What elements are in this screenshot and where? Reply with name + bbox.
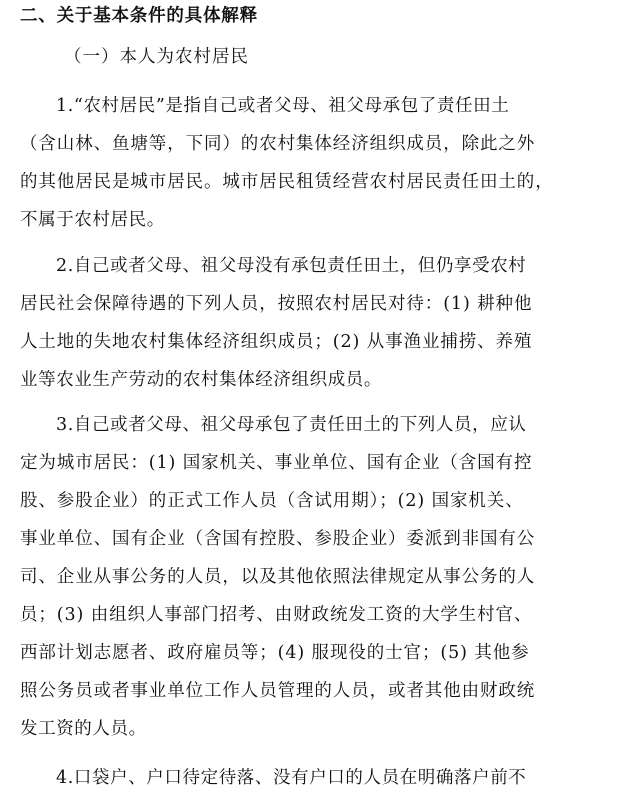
paragraph-2-line-2: 居民社会保障待遇的下列人员，按照农村居民对待：(1) 耕种他 <box>20 294 533 314</box>
paragraph-3-line-1: 3.自己或者父母、祖父母承包了责任田土的下列人员，应认 <box>56 415 527 435</box>
paragraph-2-line-3: 人土地的失地农村集体经济组织成员；(2) 从事渔业捕捞、养殖 <box>20 332 533 352</box>
paragraph-3-line-3: 股、参股企业）的正式工作人员（含试用期）；(2) 国家机关、 <box>20 491 524 511</box>
paragraph-3-line-7: 西部计划志愿者、政府雇员等；(4) 服现役的士官；(5) 其他参 <box>20 643 530 663</box>
paragraph-2-line-1: 2.自己或者父母、祖父母没有承包责任田土，但仍享受农村 <box>56 256 527 276</box>
paragraph-4-line-1: 4.口袋户、户口待定待落、没有户口的人员在明确落户前不 <box>56 768 527 788</box>
paragraph-3-line-5: 司、企业从事公务的人员，以及其他依照法律规定从事公务的人 <box>20 567 536 587</box>
paragraph-1-line-3: 的其他居民是城市居民。城市居民租赁经营农村居民责任田土的， <box>20 172 554 192</box>
paragraph-3-line-9: 发工资的人员。 <box>20 719 147 739</box>
paragraph-1-line-2: （含山林、鱼塘等，下同）的农村集体经济组织成员，除此之外 <box>20 134 536 154</box>
paragraph-3-line-6: 员；(3) 由组织人事部门招考、由财政统发工资的大学生村官、 <box>20 605 533 625</box>
paragraph-2-line-4: 业等农业生产劳动的农村集体经济组织成员。 <box>20 370 382 390</box>
paragraph-3-line-4: 事业单位、国有企业（含国有控股、参股企业）委派到非国有公 <box>20 529 536 549</box>
paragraph-1-line-1: 1.“农村居民”是指自己或者父母、祖父母承包了责任田土 <box>56 96 510 116</box>
paragraph-3-line-8: 照公务员或者事业单位工作人员管理的人员，或者其他由财政统 <box>20 681 536 701</box>
section-heading: 二、关于基本条件的具体解释 <box>20 6 258 26</box>
paragraph-1-line-4: 不属于农村居民。 <box>20 210 165 230</box>
paragraph-3-line-2: 定为城市居民：(1) 国家机关、事业单位、国有企业（含国有控 <box>20 453 533 473</box>
subsection-heading: （一）本人为农村居民 <box>64 47 249 67</box>
